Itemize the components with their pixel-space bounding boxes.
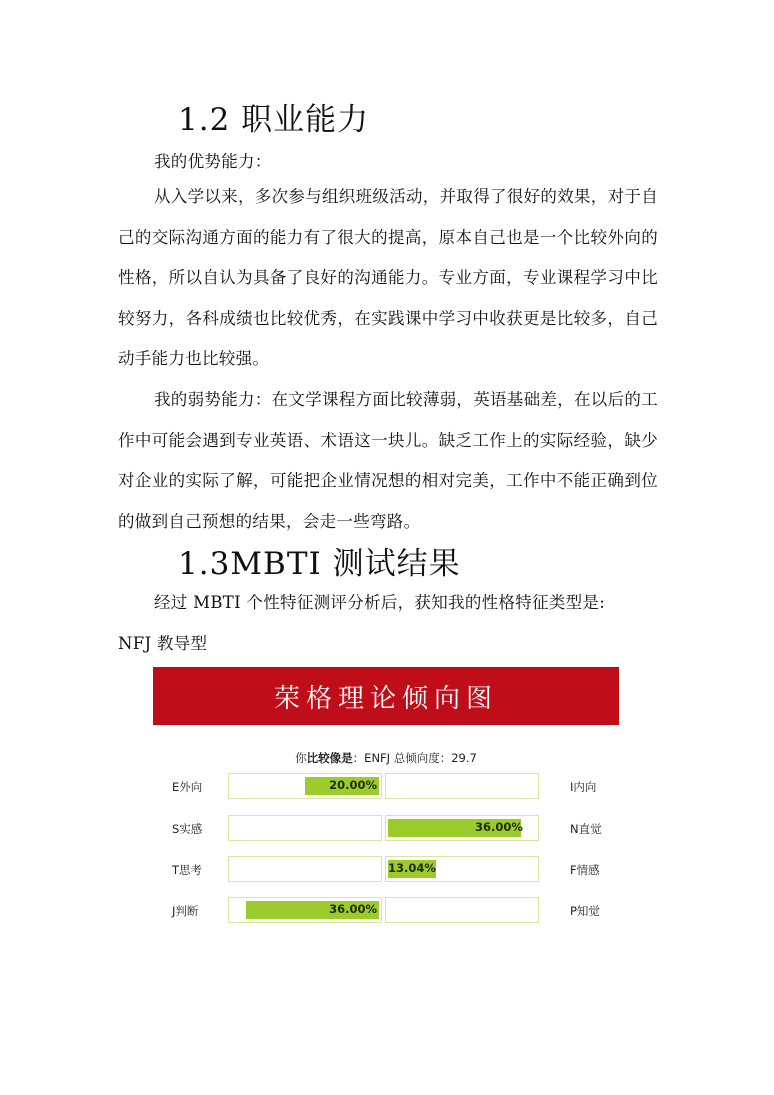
strengths-text: 从入学以来，多次参与组织班级活动，并取得了很好的效果，对于自己的交际沟通方面的能力有了很大的提高，原本自己也是一个比较外向的性格，所以自认为具备了良好的沟通能力。专业方面，专业课程学习中比较努力，各科成绩也比较优秀，在实践课中学习中收获更是比较多，自己动手能力也比较强。	[118, 187, 658, 369]
right-track	[385, 897, 539, 923]
axis-label-right: P知觉	[570, 904, 600, 918]
axis-label-left: E外向	[172, 780, 203, 794]
chart-title: 荣格理论倾向图	[153, 667, 619, 725]
weakness-text: 我的弱势能力：在文学课程方面比较薄弱，英语基础差，在以后的工作中可能会遇到专业英语、术语这一块儿。缺乏工作上的实际经验，缺少对企业的实际了解，可能把企业情况想的相对完美，工作中不能正确到位的做到自己预想的结果，会走一些弯路。	[118, 390, 658, 531]
right-track	[385, 815, 539, 841]
bar-value-label: 20.00%	[329, 778, 377, 792]
bar-value-label: 13.04%	[388, 861, 436, 875]
summary-rest: ：ENFJ 总倾向度：29.7	[352, 751, 477, 765]
axis-row	[0, 815, 774, 843]
mbti-intro-text: 经过 MBTI 个性特征测评分析后，获知我的性格特征类型是:	[154, 593, 606, 612]
bar-value-label: 36.00%	[475, 820, 523, 834]
right-track	[385, 773, 539, 799]
axis-label-right: I内向	[570, 780, 597, 794]
axis-row	[0, 856, 774, 884]
mbti-intro-paragraph	[118, 583, 658, 664]
chart-summary	[153, 750, 619, 766]
right-track	[385, 856, 539, 882]
left-track	[228, 815, 382, 841]
summary-prefix: 你	[295, 751, 307, 765]
weakness-paragraph	[118, 380, 658, 542]
axis-label-left: J判断	[172, 904, 199, 918]
axis-label-left: S实感	[172, 822, 203, 836]
section-heading-career-ability: 1.2 职业能力	[178, 102, 370, 138]
bar-value-label: 36.00%	[329, 902, 377, 916]
left-track	[228, 773, 382, 799]
mbti-type-line: NFJ 教导型	[118, 633, 208, 653]
axis-label-right: N直觉	[570, 822, 602, 836]
strengths-paragraph	[118, 177, 658, 380]
left-track	[228, 856, 382, 882]
section-heading-mbti: 1.3MBTI 测试结果	[178, 546, 461, 582]
axis-label-right: F情感	[570, 863, 600, 877]
axis-row	[0, 773, 774, 801]
summary-bold: 比较像是	[306, 751, 353, 765]
axis-label-left: T思考	[172, 863, 203, 877]
left-track	[228, 897, 382, 923]
strengths-label-text: 我的优势能力：	[154, 152, 272, 171]
axis-row	[0, 897, 774, 925]
